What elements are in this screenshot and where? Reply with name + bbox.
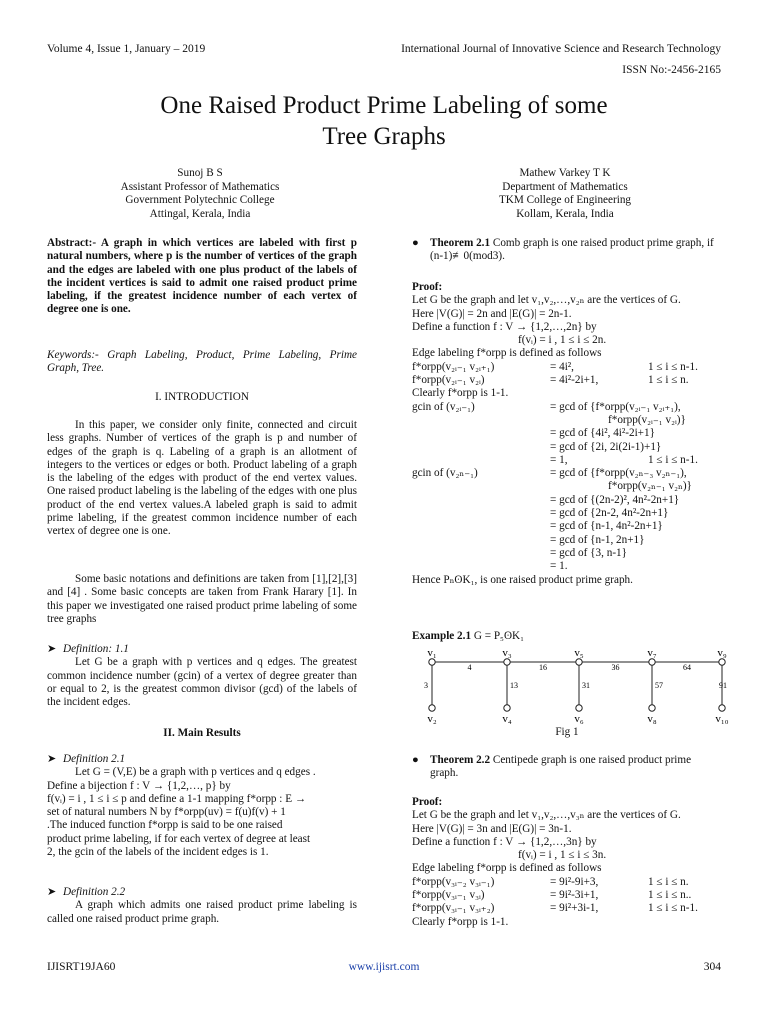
dot-bullet-icon: ● [412,754,419,766]
hence-statement: Hence PₙʘK₁, is one raised product prime graph. [412,573,633,586]
proof2-line: Edge labeling f*orpp is defined as follows [412,862,602,875]
definition-2-2-text: A graph which admits one raised product prime labeling is called one raised product prime graph. [47,899,357,925]
header-journal: International Journal of Innovative Science and Research Technology [401,43,721,55]
top-vertex-label: v₁ [427,647,437,659]
definition-1-1-title: Definition: 1.1 [63,643,129,655]
top-vertex [429,659,435,665]
author-1-place: Attingal, Kerala, India [149,207,251,220]
bottom-vertex-label: v₆ [574,713,584,725]
example-text: G = P₅ʘK₁ [471,630,525,642]
intro-paragraph-2: Some basic notations and definitions are taken from [1],[2],[3] and [4] . Some basic concepts are taken from Frank Harary [1]. In this paper we investigated one raised product prime labeling of some tree graphs [47,573,357,625]
gcin-row: = gcd of {4i², 4i²-2i+1} [550,427,655,440]
def21-line: 2, the gcin of the labels of the incident edges is 1. [47,846,269,859]
gcin-row: = gcd of {3, n-1} [550,546,628,559]
proof-label: Proof: [412,281,443,293]
edge-label-row: f*orpp(v₃ᵢ₋₁ v₃ᵢ₊₂) = 9i²+3i-1, 1 ≤ i ≤ n-1. [412,902,698,915]
theorem-2-2-label: Theorem 2.2 [430,754,491,766]
gcin-row: f*orpp(v₂ₙ₋₁ v₂ₙ)} [608,480,692,493]
def21-line: Let G = (V,E) be a graph with p vertices and q edges . [75,766,316,779]
proof1-line: Let G be the graph and let v₁,v₂,…,v₂ₙ are the vertices of G. [412,294,681,307]
definition-2-2 [47,886,357,926]
arrow-bullet-icon: ➤ [47,753,57,765]
example-2-1 [412,630,722,643]
author-1-name: Sunoj B S [177,167,223,179]
keywords: Keywords:- Graph Labeling, Product, Prime Labeling, Prime Graph, Tree. [47,349,357,375]
pendant-edge-label: 13 [510,681,518,690]
top-vertex-label: v₃ [502,647,512,659]
gcin-row: = gcd of {(2n-2)², 4n²-2n+1} [550,493,680,506]
edge-label-row: f*orpp(v₃ᵢ₋₁ v₃ᵢ) = 9i²-3i+1, 1 ≤ i ≤ n.. [412,889,692,902]
figure-caption: Fig 1 [555,726,579,738]
path-edge-label: 64 [683,663,691,672]
footer-page-number: 304 [703,961,721,973]
author-2-org: TKM College of Engineering [498,194,632,206]
author-2-role: Department of Mathematics [502,180,628,193]
path-edge-label: 36 [611,663,620,672]
author-2-place: Kollam, Kerala, India [516,207,614,220]
gcin-row: = 1. [550,560,568,573]
def21-line: .The induced function f*orpp is said to be one raised [47,819,283,832]
pendant-edge-label: 91 [719,681,727,690]
gcin-row: gcin of (v₂ₙ₋₁) = gcd of {f*orpp(v₂ₙ₋₃ v₂ₙ₋₁), [412,467,687,480]
theorem-2-1-text: Comb graph is one raised product prime graph, if (n-1)≢0(mod3). [430,237,714,263]
pendant-edge-label: 3 [424,681,428,690]
proof2-line: Here |V(G)| = 3n and |E(G)| = 3n-1. [412,822,572,835]
top-vertex [719,659,725,665]
top-vertex-label: v₇ [647,647,657,659]
top-vertex-label: v₅ [574,647,584,659]
proof1-line: f(vᵢ) = i , 1 ≤ i ≤ 2n. [518,334,607,347]
paper-title [60,90,708,152]
proof2-clearly: Clearly f*orpp is 1-1. [412,915,509,928]
gcin-row: = 1, 1 ≤ i ≤ n-1. [550,453,698,466]
arrow-bullet-icon: ➤ [47,643,57,655]
bottom-vertex-label: v₁₀ [715,713,729,725]
definition-2-1-title: Definition 2.1 [63,753,126,765]
def21-line: set of natural numbers N by f*orpp(uv) = f(u)f(v) + 1 [47,806,286,819]
definition-2-1 [47,753,357,859]
definition-1-1-text: Let G be a graph with p vertices and q edges. The greatest common incidence number (gcin) of a vertex of degree greater than or equal to 2, is the greatest common divisor (gcd) of the labels of the incident edges. [47,656,357,709]
theorem-2-2-text: Centipede graph is one raised product prime graph. [430,754,692,780]
gcin2-label: gcin of (v₂ₙ₋₁) [412,467,478,480]
author-2 [425,167,705,221]
example-label: Example 2.1 [412,630,472,642]
top-vertex [504,659,510,665]
bottom-vertex-label: v₄ [502,713,512,725]
main-results-heading: II. Main Results [163,727,241,739]
edge-label-row: f*orpp(v₃ᵢ₋₂ v₃ᵢ₋₁) = 9i²-9i+3, 1 ≤ i ≤ n. [412,875,689,888]
abstract: Abstract:- A graph in which vertices are labeled with first p natural numbers, where p is the number of vertices of the graph and the edges are labeled with one plus product of the labels of the incident vertices is said to admit one raised product prime labeling, if the greatest incidence number of each vertex of degree one is one. [47,237,357,316]
footer-website-link[interactable]: www.ijisrt.com [348,961,420,973]
top-vertex-label: v₉ [717,647,727,659]
header-volume: Volume 4, Issue 1, January – 2019 [47,43,206,55]
proof2-line: Define a function f : V → {1,2,…,3n} by [412,835,597,848]
edge-label-row: f*orpp(v₂ᵢ₋₁ v₂ᵢ) = 4i²-2i+1, 1 ≤ i ≤ n. [412,374,689,387]
proof-label: Proof: [412,796,443,808]
gcin-row: = gcd of {2i, 2i(2i-1)+1} [550,440,662,453]
bottom-vertex [719,705,725,711]
path-edge-label: 16 [539,663,547,672]
gcin-row: gcin of (v₂ᵢ₋₁) = gcd of {f*orpp(v₂ᵢ₋₁ v₂ᵢ₊₁), [412,400,681,413]
edge-label-row: f*orpp(v₂ᵢ₋₁ v₂ᵢ₊₁) = 4i², 1 ≤ i ≤ n-1. [412,360,698,373]
gcin-row: = gcd of {n-1, 4n²-2n+1} [550,520,663,533]
theorem-2-2 [412,754,722,781]
theorem-2-1 [412,237,722,264]
title-line-1: One Raised Product Prime Labeling of some [160,92,608,119]
def21-line: product prime labeling, if for each vertex of degree at least [47,832,311,845]
bottom-vertex-label: v₈ [647,713,657,725]
dot-bullet-icon: ● [412,237,419,249]
pendant-edge-label: 57 [655,681,663,690]
proof1-line: Edge labeling f*orpp is defined as follows [412,347,602,360]
title-line-2: Tree Graphs [322,123,446,150]
proof1-line: Here |V(G)| = 2n and |E(G)| = 2n-1. [412,307,572,320]
intro-paragraph-1: In this paper, we consider only finite, connected and circuit less graphs. Number of vertices of the graph is p and number of edges of the graph is q. Labeling of a graph is an allotment of integers to the vertices or edges or both. Product labeling of a graph is the labeling of the edges with product of the end vertex values. One raised product labeling is the labeling of the edges with one plus product of the end vertex values.A labeled graph is said to admit prime labeling, if the greatest common incidence number of each vertex of degree one is one. [47,419,357,538]
bottom-vertex [649,705,655,711]
header-issn: ISSN No:-2456-2165 [622,64,721,76]
author-1 [60,167,340,221]
author-2-name: Mathew Varkey T K [519,167,611,179]
proof2-line: f(vᵢ) = i , 1 ≤ i ≤ 3n. [518,849,607,862]
footer-left: IJISRT19JA60 [47,961,116,973]
proof1-clearly: Clearly f*orpp is 1-1. [412,387,509,400]
top-vertex [576,659,582,665]
proof1-line: Define a function f : V → {1,2,…,2n} by [412,320,597,333]
arrow-bullet-icon: ➤ [47,886,57,898]
bottom-vertex-label: v₂ [427,713,437,725]
theorem-2-1-label: Theorem 2.1 [430,237,491,249]
proof-1 [412,281,722,587]
path-edge-label: 4 [467,663,472,672]
proof-2 [412,796,722,929]
intro-heading: I. INTRODUCTION [155,391,249,403]
bottom-vertex [504,705,510,711]
bottom-vertex [429,705,435,711]
gcin-row: = gcd of {n-1, 2n+1} [550,533,645,546]
gcin-row: f*orpp(v₂ᵢ₋₁ v₂ᵢ)} [608,413,686,426]
top-vertex [649,659,655,665]
author-1-org: Government Polytechnic College [125,194,275,206]
bottom-vertex [576,705,582,711]
author-1-role: Assistant Professor of Mathematics [120,180,280,193]
gcin-row: = gcd of {2n-2, 4n²-2n+1} [550,507,669,520]
def21-line: f(vᵢ) = i , 1 ≤ i ≤ p and define a 1-1 mapping f*orpp : E → [47,792,307,805]
def21-line: Define a bijection f : V → {1,2,…, p} by [47,779,231,792]
pendant-edge-label: 31 [582,681,590,690]
definition-1-1 [47,643,357,709]
gcin1-label: gcin of (v₂ᵢ₋₁) [412,400,475,413]
proof2-line: Let G be the graph and let v₁,v₂,…,v₃ₙ are the vertices of G. [412,809,681,822]
definition-2-2-title: Definition 2.2 [63,886,126,898]
